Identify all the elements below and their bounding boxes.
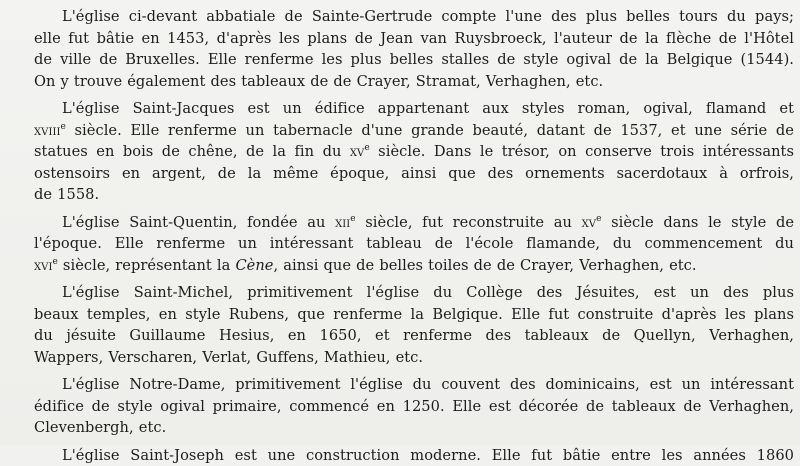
text-fragment: siècle. Elle renferme un tabernacle d'une grande beauté, datant de 1537, et une série de	[66, 122, 794, 139]
text-line: Wappers, Verscharen, Verlat, Guffens, Mathieu, etc.	[6, 347, 794, 369]
text-line: L'église Saint-Jacques est un édifice appartenant aux styles roman, ogival, flamand et	[6, 98, 794, 120]
text-line: Clevenbergh, etc.	[6, 417, 794, 439]
text-fragment: L'église Saint-Quentin, fondée au	[62, 214, 335, 231]
text-line: L'église ci-devant abbatiale de Sainte-Gertrude compte l'une des plus belles tours du pays;	[6, 6, 794, 28]
text-line: beaux temples, en style Rubens, que renferme la Belgique. Elle fut construite d'après les plans	[6, 304, 794, 326]
text-fragment: statues en bois de chêne, de la fin du	[34, 143, 350, 160]
text-line: de ville de Bruxelles. Elle renferme les plus belles stalles de style ogival de la Belgique (1544).	[6, 49, 794, 71]
paragraph-saint-quentin	[6, 212, 794, 277]
text-line: ostensoirs en argent, de la même époque, ainsi que des ornements sacerdotaux à orfrois,	[6, 163, 794, 185]
text-line: l'époque. Elle renferme un intéressant tableau de l'école flamande, du commencement du	[6, 233, 794, 255]
text-fragment: siècle dans le style de	[601, 214, 794, 231]
text-line	[6, 255, 794, 277]
text-line: édifice de style ogival primaire, commencé en 1250. Elle est décorée de tableaux de Verhaghen,	[6, 396, 794, 418]
paragraph-saint-joseph	[6, 445, 794, 466]
text-fragment: , ainsi que de belles toiles de de Crayer, Verhaghen, etc.	[274, 257, 697, 274]
superscript: e	[350, 214, 355, 224]
text-line	[6, 120, 794, 142]
italic-title: Cène	[235, 257, 273, 274]
paragraph-saint-michel	[6, 282, 794, 368]
text-line: On y trouve également des tableaux de de Crayer, Stramat, Verhaghen, etc.	[6, 71, 794, 93]
text-fragment: siècle. Dans le trésor, on conserve trois intéressants	[370, 143, 794, 160]
text-line: L'église Saint-Michel, primitivement l'église du Collège des Jésuites, est un des plus	[6, 282, 794, 304]
text-line: elle fut bâtie en 1453, d'après les plans de Jean van Ruysbroeck, l'auteur de la flèche de l'Hôtel	[6, 28, 794, 50]
text-line: du jésuite Guillaume Hesius, en 1650, et renferme des tableaux de Quellyn, Verhaghen,	[6, 325, 794, 347]
superscript: e	[364, 143, 369, 153]
roman-numeral: xviii	[34, 122, 60, 139]
superscript: e	[52, 257, 57, 267]
roman-numeral: xv	[582, 214, 596, 231]
superscript: e	[596, 214, 601, 224]
paragraph-saint-jacques	[6, 98, 794, 206]
roman-numeral: xii	[335, 214, 350, 231]
text-fragment: siècle, représentant la	[58, 257, 236, 274]
text-line	[6, 212, 794, 234]
text-fragment: siècle, fut reconstruite au	[356, 214, 582, 231]
superscript: e	[60, 122, 65, 132]
text-line: L'église Saint-Joseph est une construction moderne. Elle fut bâtie entre les années 1860	[6, 445, 794, 466]
paragraph-sainte-gertrude	[6, 6, 794, 92]
text-line	[6, 141, 794, 163]
paragraph-notre-dame	[6, 374, 794, 439]
text-line: L'église Notre-Dame, primitivement l'église du couvent des dominicains, est un intéressant	[6, 374, 794, 396]
roman-numeral: xvi	[34, 257, 52, 274]
roman-numeral: xv	[350, 143, 364, 160]
text-line: de 1558.	[6, 184, 794, 206]
